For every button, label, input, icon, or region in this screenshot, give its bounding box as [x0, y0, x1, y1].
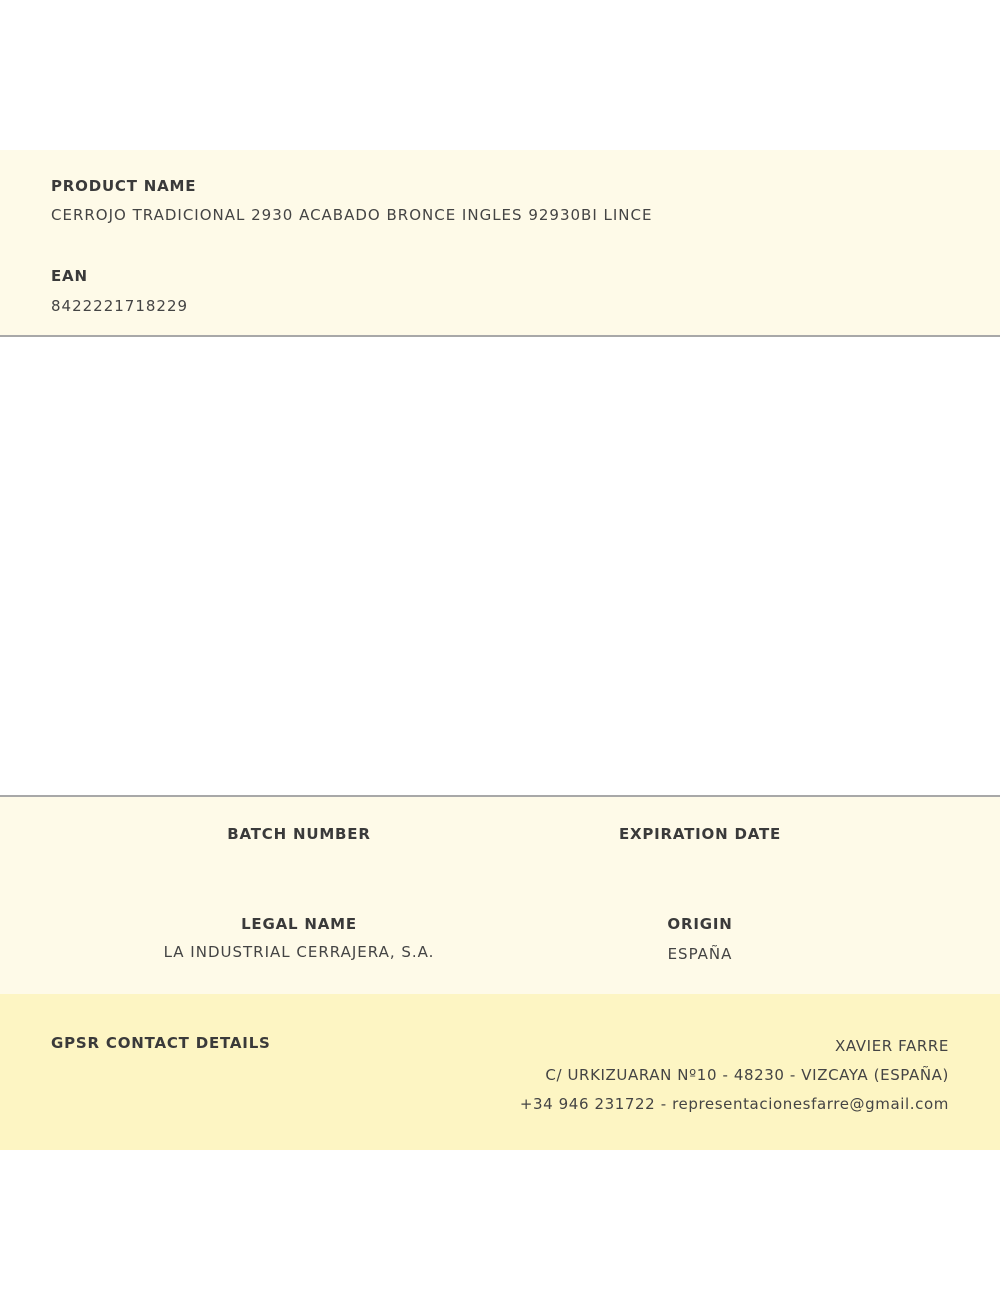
- batch-number-label: BATCH NUMBER: [227, 825, 371, 843]
- product-section: [0, 150, 1000, 337]
- details-section: [0, 795, 1000, 996]
- contact-address: C/ URKIZUARAN Nº10 - 48230 - VIZCAYA (ESPAÑA): [545, 1066, 949, 1084]
- legal-name-label: LEGAL NAME: [241, 915, 357, 933]
- ean-value: 8422221718229: [51, 297, 189, 315]
- product-name-label: PRODUCT NAME: [51, 177, 197, 195]
- origin-value: ESPAÑA: [667, 945, 733, 963]
- contact-name: XAVIER FARRE: [835, 1037, 949, 1055]
- product-name-value: CERROJO TRADICIONAL 2930 ACABADO BRONCE INGLES 92930BI LINCE: [51, 206, 653, 224]
- gpsr-contact-label: GPSR CONTACT DETAILS: [51, 1034, 271, 1052]
- contact-phone-email: +34 946 231722 - representacionesfarre@gmail.com: [519, 1095, 949, 1113]
- gpsr-contact-section: [0, 994, 1000, 1150]
- contact-details: [520, 1032, 949, 1119]
- origin-label: ORIGIN: [667, 915, 733, 933]
- ean-label: EAN: [51, 267, 88, 285]
- expiration-date-label: EXPIRATION DATE: [618, 825, 782, 843]
- legal-name-value: LA INDUSTRIAL CERRAJERA, S.A.: [163, 943, 435, 961]
